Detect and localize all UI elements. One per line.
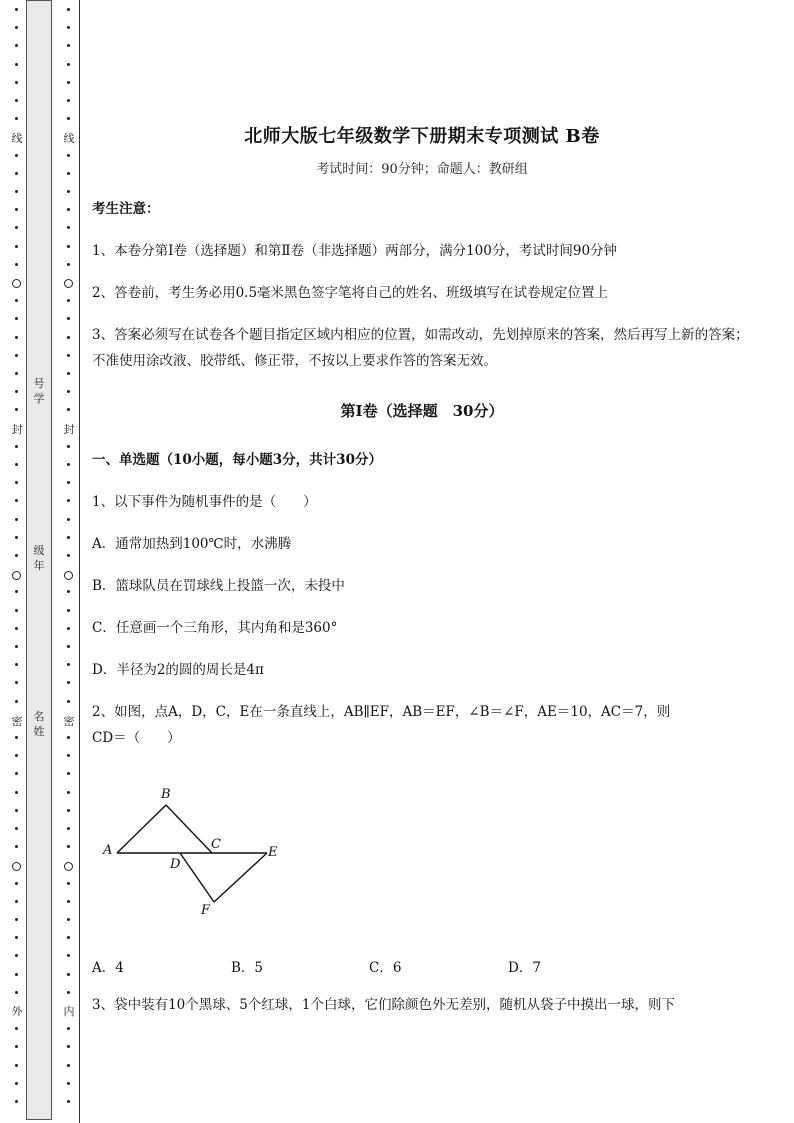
binding-circle [12,862,21,871]
page-subtitle: 考试时间：90分钟；命题人：教研组 [316,162,528,177]
field-grade [26,543,52,573]
binding-dot [67,354,70,357]
field-name-label: 名姓 [33,710,45,738]
binding-dot [67,1045,70,1048]
binding-dot [67,627,70,630]
binding-dot [15,754,18,757]
question-2-stem-continued: CD＝（ ） [92,730,181,746]
binding-dot [67,609,70,612]
binding-dot [15,991,18,994]
field-student-number [26,376,52,406]
binding-dot [15,1027,18,1030]
binding-circle [12,571,21,580]
binding-dot [67,772,70,775]
binding-dot [67,900,70,903]
binding-dot [15,809,18,812]
binding-dot [67,26,70,29]
label-d: D [170,857,181,872]
binding-dot [15,590,18,593]
question-1-option-d: D．半径为2的圆的周长是4π [92,662,264,678]
binding-dot [15,408,18,411]
binding-dot [15,26,18,29]
question-1-option-b: B．篮球队员在罚球线上投篮一次，未投中 [92,578,345,594]
label-a: A [103,843,113,858]
binding-dot [67,1027,70,1030]
seal-mark-seal-right: 封 [63,423,75,436]
binding-dot [15,772,18,775]
question-2-figure [100,780,290,920]
binding-dot [15,245,18,248]
seal-mark-secret-left: 密 [11,715,23,728]
seal-mark-secret-right: 密 [63,715,75,728]
question-1-option-a: A．通常加热到100℃时，水沸腾 [92,536,292,552]
binding-dot [67,845,70,848]
binding-dot [67,827,70,830]
binding-dot [15,882,18,885]
section-title: 一、单选题（10小题，每小题3分，共计30分） [92,452,382,468]
seal-mark-inner-right: 内 [63,1005,75,1018]
binding-dot [67,918,70,921]
binding-dot [15,900,18,903]
binding-dot [15,354,18,357]
binding-dot [15,317,18,320]
binding-dot [15,81,18,84]
label-b: B [161,787,171,802]
binding-dot [15,336,18,339]
binding-dot [67,117,70,120]
label-f: F [201,903,211,918]
binding-circle [64,862,73,871]
margin-rule [79,0,80,1123]
binding-dot [15,609,18,612]
binding-dot [67,936,70,939]
binding-dot [15,1045,18,1048]
field-grade-label: 级年 [33,544,45,572]
binding-dot [15,681,18,684]
question-2-stem: 2、如图，点A，D，C，E在一条直线上，AB∥EF，AB＝EF，∠B＝∠F，AE＝10，AC＝7，则 [92,704,671,720]
binding-circle [64,279,73,288]
binding-dot [67,8,70,11]
binding-dot [15,1100,18,1103]
binding-dot [67,1064,70,1067]
notice-item: 1、本卷分第I卷（选择题）和第Ⅱ卷（非选择题）两部分，满分100分，考试时间90分钟 [92,243,618,259]
segment-fe [214,853,267,902]
segment-ab [117,805,166,853]
binding-dot [67,299,70,302]
binding-dot [67,791,70,794]
binding-dot [15,936,18,939]
binding-dot [15,172,18,175]
field-student-number-label: 号学 [33,377,45,405]
binding-dot [15,190,18,193]
page-title: 北师大版七年级数学下册期末专项测试 B卷 [244,126,600,147]
binding-dot [15,372,18,375]
binding-dot [67,408,70,411]
binding-dot [15,208,18,211]
question-2-option-a: A．4 [92,960,124,976]
segment-bc [166,805,212,853]
binding-dot [67,882,70,885]
question-1-option-c: C．任意画一个三角形，其内角和是360° [92,620,338,636]
binding-dot [67,190,70,193]
binding-dot [15,827,18,830]
question-1-stem: 1、以下事件为随机事件的是（ ） [92,494,317,510]
binding-dot [67,226,70,229]
binding-dot [15,481,18,484]
binding-dot [67,336,70,339]
binding-dot [67,317,70,320]
question-2-option-c: C．6 [369,960,402,976]
seal-mark-outer-left: 外 [11,1005,23,1018]
question-2-option-d: D．7 [508,960,541,976]
binding-dot [67,681,70,684]
binding-dot [67,44,70,47]
binding-dot [67,991,70,994]
binding-dot [67,754,70,757]
question-2-option-b: B．5 [231,960,264,976]
binding-dot [67,445,70,448]
binding-dot [15,8,18,11]
binding-dot [15,700,18,703]
segment-df [180,853,214,902]
binding-dot [15,154,18,157]
binding-dot [15,226,18,229]
binding-dot [15,499,18,502]
part1-title: 第I卷（选择题 30分） [340,402,504,420]
binding-dot [67,663,70,666]
binding-dot [67,99,70,102]
binding-dot [15,99,18,102]
binding-dot [67,390,70,393]
binding-dot [15,845,18,848]
binding-dot [67,645,70,648]
label-e: E [268,845,278,860]
binding-dot [67,809,70,812]
binding-dot [15,299,18,302]
binding-dot [67,554,70,557]
binding-dot [67,463,70,466]
binding-dot [15,1082,18,1085]
binding-dot [15,663,18,666]
binding-dot [67,973,70,976]
field-name [26,709,52,739]
binding-dot [15,390,18,393]
binding-dot [67,372,70,375]
binding-dot [15,44,18,47]
binding-dot [67,208,70,211]
binding-dot [67,736,70,739]
binding-dot [15,518,18,521]
binding-dot [67,536,70,539]
binding-dot [15,645,18,648]
binding-dot [15,263,18,266]
binding-dot [67,499,70,502]
seal-mark-line-left: 线 [11,132,23,145]
binding-dot [15,1064,18,1067]
binding-dot [15,954,18,957]
binding-dot [15,445,18,448]
seal-mark-line-right: 线 [63,132,75,145]
binding-dot [15,117,18,120]
binding-dot [15,627,18,630]
binding-dot [67,590,70,593]
binding-dot [15,973,18,976]
binding-dot [15,736,18,739]
binding-dot [67,954,70,957]
binding-dot [15,63,18,66]
binding-circle [64,571,73,580]
notice-item: 2、答卷前，考生务必用0.5毫米黑色签字笔将自己的姓名、班级填写在试卷规定位置上 [92,285,609,301]
seal-mark-seal-left: 封 [11,423,23,436]
binding-dot [67,1100,70,1103]
binding-dot [67,518,70,521]
binding-dot [67,700,70,703]
notice-item: 3、答案必须写在试卷各个题目指定区域内相应的位置，如需改动，先划掉原来的答案，然后再写上新的答案；不准使用涂改液、胶带纸、修正带，不按以上要求作答的答案无效。 [92,327,749,369]
binding-circle [12,279,21,288]
label-c: C [211,837,221,852]
binding-dot [15,791,18,794]
binding-dot [67,172,70,175]
binding-dot [15,918,18,921]
binding-dot [67,263,70,266]
binding-dot [67,154,70,157]
notice-heading: 考生注意： [92,201,160,217]
question-3-stem: 3、袋中装有10个黑球、5个红球，1个白球，它们除颜色外无差别，随机从袋子中摸出一球，则下 [92,997,675,1013]
binding-dot [15,463,18,466]
binding-dot [67,63,70,66]
binding-dot [67,1082,70,1085]
binding-dot [67,481,70,484]
binding-dot [15,536,18,539]
binding-dot [67,245,70,248]
binding-dot [67,81,70,84]
binding-dot [15,554,18,557]
